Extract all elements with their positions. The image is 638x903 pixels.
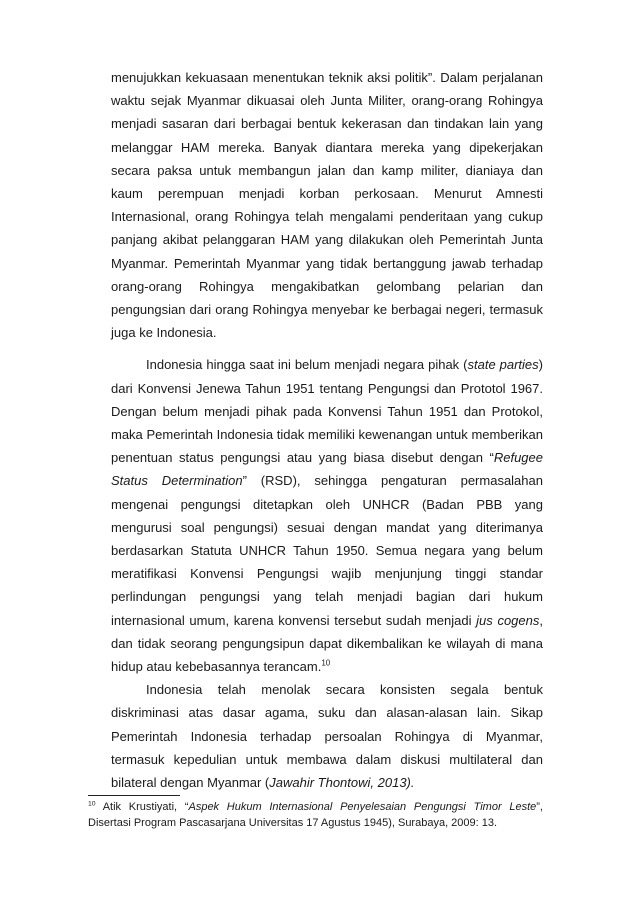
paragraph-1-line: Internasional, orang Rohingya telah mengalami penderitaan yang cukup <box>111 209 543 225</box>
paragraph-1-line: kaum perempuan menjadi korban perkosaan. Menurut Amnesti <box>111 186 543 202</box>
footnote-italic-title: Aspek Hukum Internasional Penyelesaian Pengungsi Timor Leste <box>188 801 537 813</box>
footnote-text: Atik Krustiyati, “ <box>95 801 189 813</box>
paragraph-2-text: ” (RSD), sehingga pengaturan permasalahan mengenai pengungsi ditetapkan oleh UNHCR (Badan PBB yang mengurusi soal pengungsi) sesuai dengan mandat yang diterimanya berdasarkan Statuta UNHCR Tahun 1950. Semua negara yang belum meratifikasi Konvensi Pengungsi wajib menjunjung tinggi standar perlindungan pengungsi yang telah menjadi bagian dari hukum internasional umum, karena konvensi tersebut sudah menjadi <box>111 473 543 628</box>
paragraph-2-text: ) dari Konvensi Jenewa Tahun 1951 tentang Pengungsi dan Prototol 1967. Dengan belum menjadi pihak pada Konvensi Tahun 1951 dan Protokol, maka Pemerintah Indonesia tidak memiliki kewenangan untuk memberikan penentuan status pengungsi atau yang biasa disebut dengan “ <box>111 357 543 466</box>
paragraph-3-text: Indonesia telah menolak secara konsisten segala bentuk diskriminasi atas dasar agama, suku dan alasan-alasan lain. Sikap Pemerintah Indonesia terhadap persoalan Rohingya di Myanmar, termasuk kepedulian untuk membawa dalam diskusi multilateral dan bilateral dengan Myanmar ( <box>111 682 543 791</box>
paragraph-2-text: , dan tidak seorang pengungsipun dapat dikembalikan ke wilayah di mana hidup atau kebebasannya terancam. <box>111 612 543 675</box>
paragraph-2-italic-term: state parties <box>467 357 539 373</box>
paragraph-1-line: secara paksa untuk membangun jalan dan kamp militer, dianiaya dan <box>111 162 543 178</box>
paragraph-1-line: menjadi sasaran dari berbagai bentuk kekerasan dan tindakan lain yang <box>111 116 543 132</box>
footnote-reference[interactable]: 10 <box>321 658 331 668</box>
footnote <box>88 799 543 831</box>
paragraph-1-line: panjang akibat pelanggaran HAM yang dilakukan oleh Pemerintah Junta <box>111 232 543 248</box>
paragraph-2-text: Indonesia hingga saat ini belum menjadi negara pihak ( <box>146 357 468 373</box>
paragraph-1-line: menujukkan kekuasaan menentukan teknik aksi politik”. Dalam perjalanan <box>111 70 543 85</box>
paragraph-2 <box>111 353 543 678</box>
paragraph-1-line: juga ke Indonesia. <box>111 325 217 341</box>
paragraph-1-line: orang-orang Rohingya mengakibatkan gelombang pelarian dan <box>111 278 543 294</box>
paragraph-1-line: pengungsian dari orang Rohingya menyebar ke berbagai negeri, termasuk <box>111 302 543 318</box>
paragraph-1-line: waktu sejak Myanmar dikuasai oleh Junta Militer, orang-orang Rohingya <box>111 93 543 109</box>
body-text <box>111 66 543 794</box>
paragraph-gap <box>111 344 543 353</box>
paragraph-2-italic-term: Refugee Status Determination <box>111 450 543 489</box>
paragraph-1-line: Myanmar. Pemerintah Myanmar yang tidak bertanggung jawab terhadap <box>111 255 543 271</box>
footnote-separator <box>88 795 180 796</box>
footnote-number: 10 <box>88 800 96 808</box>
footnote-text: ”, Disertasi Program Pascasarjana Universitas 17 Agustus 1945), Surabaya, 2009: 13. <box>88 801 543 829</box>
paragraph-1 <box>111 66 543 344</box>
paragraph-3 <box>111 678 543 794</box>
paragraph-3-citation: Jawahir Thontowi, 2013). <box>269 775 415 791</box>
paragraph-1-line: melanggar HAM mereka. Banyak diantara mereka yang dipekerjakan <box>111 139 543 155</box>
paragraph-2-italic-term: jus cogens <box>476 612 540 628</box>
